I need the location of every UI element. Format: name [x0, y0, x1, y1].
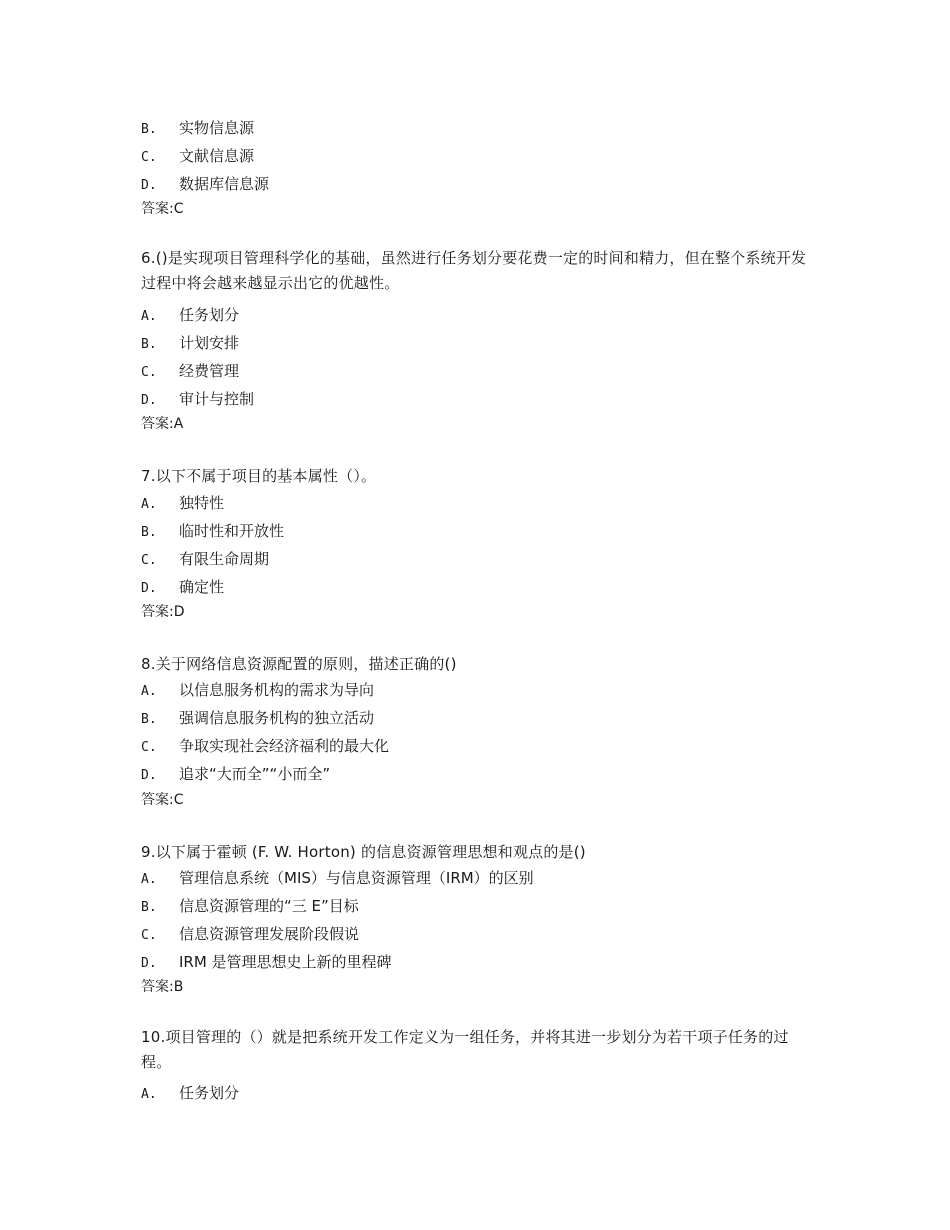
option-letter: A. [141, 1087, 157, 1102]
option-text: 信息资源管理发展阶段假说 [179, 925, 360, 943]
option-letter: D. [141, 178, 157, 193]
option-letter: A. [141, 309, 157, 324]
option-q9-d [141, 952, 392, 974]
option-text: 数据库信息源 [179, 175, 270, 193]
option-letter: D. [141, 956, 157, 971]
answer-q5: 答案:C [141, 201, 184, 217]
option-text: 信息资源管理的“三 E”目标 [179, 897, 359, 915]
option-q7-c [141, 549, 269, 571]
option-q8-b [141, 708, 374, 730]
option-q8-a [141, 680, 374, 702]
option-q6-d [141, 389, 254, 411]
option-letter: C. [141, 365, 157, 380]
question-q9 [141, 840, 811, 865]
option-text: 追求“大而全”“小而全” [179, 765, 331, 783]
answer-q6: 答案:A [141, 416, 184, 432]
option-letter: B. [141, 525, 157, 540]
option-text: 文献信息源 [179, 147, 255, 165]
question-q8 [141, 652, 811, 677]
option-text: 计划安排 [179, 334, 240, 352]
option-q9-a [141, 868, 534, 890]
option-text: 审计与控制 [179, 390, 255, 408]
option-letter: C. [141, 928, 157, 943]
option-text: 争取实现社会经济福利的最大化 [179, 737, 390, 755]
option-text: 实物信息源 [179, 119, 255, 137]
option-q7-d [141, 577, 224, 599]
question-q7 [141, 464, 811, 489]
option-text: 任务划分 [179, 306, 240, 324]
option-letter: B. [141, 900, 157, 915]
option-letter: D. [141, 393, 157, 408]
option-text: IRM 是管理思想史上新的里程碑 [179, 953, 392, 971]
question-q10 [141, 1025, 811, 1075]
option-letter: D. [141, 768, 157, 783]
question-text: 7.以下不属于项目的基本属性（）。 [141, 467, 377, 485]
option-q5-c [141, 146, 254, 168]
option-q10-a [141, 1083, 239, 1105]
option-q5-b [141, 118, 254, 140]
option-text: 有限生命周期 [179, 550, 270, 568]
option-q6-c [141, 361, 239, 383]
option-text: 经费管理 [179, 362, 240, 380]
option-letter: A. [141, 684, 157, 699]
option-letter: C. [141, 740, 157, 755]
option-text: 强调信息服务机构的独立活动 [179, 709, 375, 727]
option-text: 以信息服务机构的需求为导向 [179, 681, 375, 699]
question-text: 6.()是实现项目管理科学化的基础，虽然进行任务划分要花费一定的时间和精力，但在整个系统开发过程中将会越来越显示出它的优越性。 [141, 249, 807, 292]
option-text: 确定性 [179, 578, 225, 596]
option-q7-b [141, 521, 284, 543]
option-text: 独特性 [179, 494, 225, 512]
option-q6-b [141, 333, 239, 355]
option-q9-c [141, 924, 359, 946]
question-q6 [141, 246, 811, 296]
option-q5-d [141, 174, 269, 196]
option-letter: C. [141, 150, 157, 165]
option-text: 任务划分 [179, 1084, 240, 1102]
option-q7-a [141, 493, 224, 515]
option-q8-d [141, 764, 330, 786]
answer-q7: 答案:D [141, 604, 185, 620]
answer-q9: 答案:B [141, 979, 184, 995]
option-letter: C. [141, 553, 157, 568]
option-q9-b [141, 896, 359, 918]
option-letter: A. [141, 497, 157, 512]
answer-q8: 答案:C [141, 792, 184, 808]
question-text: 9.以下属于霍顿 (F. W. Horton) 的信息资源管理思想和观点的是() [141, 843, 586, 861]
option-text: 管理信息系统（MIS）与信息资源管理（IRM）的区别 [179, 869, 534, 887]
option-q6-a [141, 305, 239, 327]
question-text: 8.关于网络信息资源配置的原则，描述正确的() [141, 655, 457, 673]
option-letter: B. [141, 712, 157, 727]
option-text: 临时性和开放性 [179, 522, 285, 540]
option-q8-c [141, 736, 389, 758]
option-letter: B. [141, 122, 157, 137]
option-letter: A. [141, 872, 157, 887]
option-letter: D. [141, 581, 157, 596]
option-letter: B. [141, 337, 157, 352]
question-text: 10.项目管理的（）就是把系统开发工作定义为一组任务，并将其进一步划分为若干项子任务的过程。 [141, 1028, 789, 1071]
